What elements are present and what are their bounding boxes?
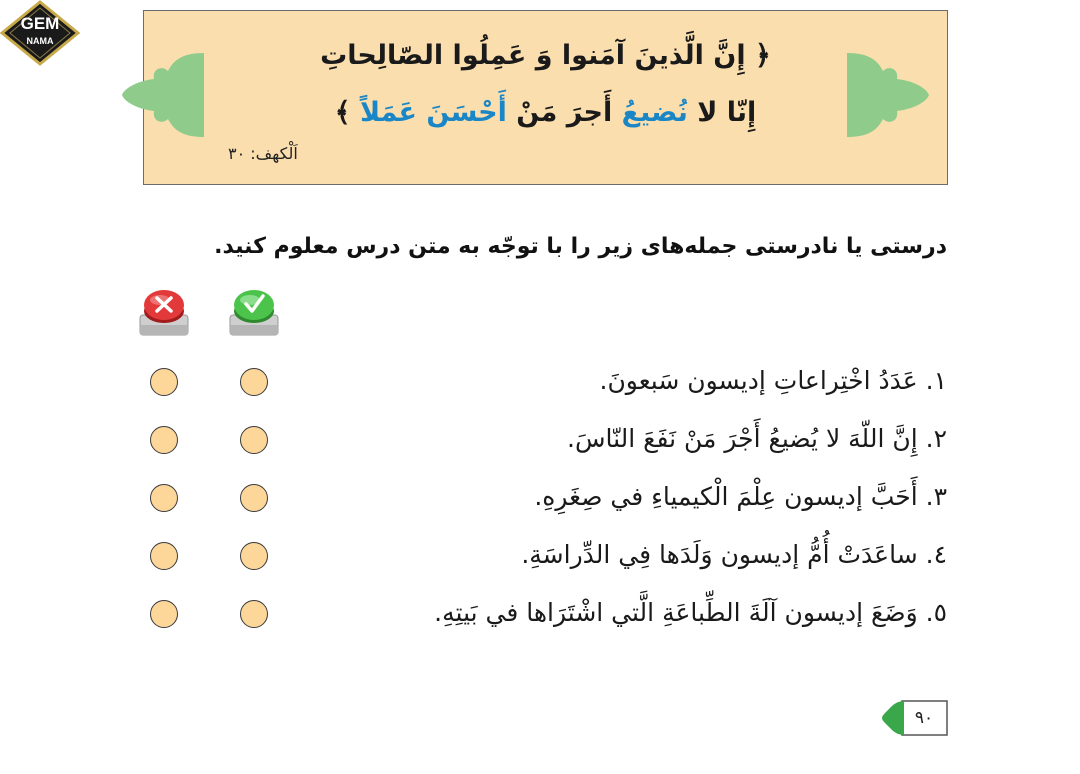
statement-5-true-option[interactable] — [240, 600, 268, 628]
statement-1 — [600, 366, 948, 395]
logo-text-bottom: NAMA — [26, 36, 54, 46]
statement-3-false-option[interactable] — [150, 484, 178, 512]
statement-number: ٤. — [925, 540, 947, 569]
statement-text: ساعَدَتْ أُمُّ إديسون وَلَدَها فِي الدِّراسَةِ. — [521, 540, 918, 569]
statement-text: إِنَّ اللّهَ لا يُضيعُ أَجْرَ مَنْ نَفَعَ النّاسَ. — [567, 424, 918, 453]
verse-highlight-2: أَحْسَنَ عَمَلاً — [359, 97, 507, 128]
exercise-instruction: درستی یا نادرستی جمله‌های زیر را با توجّه به متن درس معلوم کنید. — [214, 234, 947, 259]
statement-5 — [434, 598, 947, 627]
verse-line-1 — [143, 40, 948, 71]
green-check-button-icon — [226, 285, 282, 341]
red-x-button-icon — [136, 285, 192, 341]
statement-text: أَحَبَّ إديسون عِلْمَ الْكيمياءِ في صِغَرِهِ. — [534, 482, 918, 511]
verse-source: اَلْکهف: ۳۰ — [228, 144, 298, 163]
statement-number: ١. — [925, 366, 947, 395]
verse-close-bracket: ﴾ — [334, 97, 351, 128]
statement-number: ٢. — [925, 424, 947, 453]
statement-text: عَدَدُ اخْتِراعاتِ إديسون سَبعونَ. — [599, 366, 918, 395]
statement-2-true-option[interactable] — [240, 426, 268, 454]
verse-line-2-part2: أَجرَ مَنْ — [506, 97, 622, 128]
statement-4-false-option[interactable] — [150, 542, 178, 570]
statement-2-false-option[interactable] — [150, 426, 178, 454]
statement-1-false-option[interactable] — [150, 368, 178, 396]
statement-5-false-option[interactable] — [150, 600, 178, 628]
statement-text: وَضَعَ إديسون آلَةَ الطِّباعَةِ الَّتي اشْتَرَاها في بَيتِهِ. — [434, 598, 918, 627]
statement-3-true-option[interactable] — [240, 484, 268, 512]
statement-number: ٣. — [925, 482, 947, 511]
verse-open-bracket: ﴿ — [755, 40, 771, 71]
verse-line-1-text: إِنَّ الَّذينَ آمَنوا وَ عَمِلُوا الصّالِحاتِ — [320, 40, 746, 71]
statement-3 — [534, 482, 947, 511]
statement-number: ٥. — [925, 598, 947, 627]
verse-line-2 — [143, 97, 948, 128]
verse-line-2-part1: إِنّا لا — [687, 97, 757, 128]
statement-4 — [521, 540, 947, 569]
statement-4-true-option[interactable] — [240, 542, 268, 570]
statement-2 — [567, 424, 947, 453]
logo-text-top: GEM — [20, 14, 60, 33]
gem-nama-logo — [0, 0, 80, 66]
statement-1-true-option[interactable] — [240, 368, 268, 396]
page-number: ۹۰ — [914, 708, 934, 728]
verse-highlight-1: نُضيعُ — [621, 97, 688, 128]
